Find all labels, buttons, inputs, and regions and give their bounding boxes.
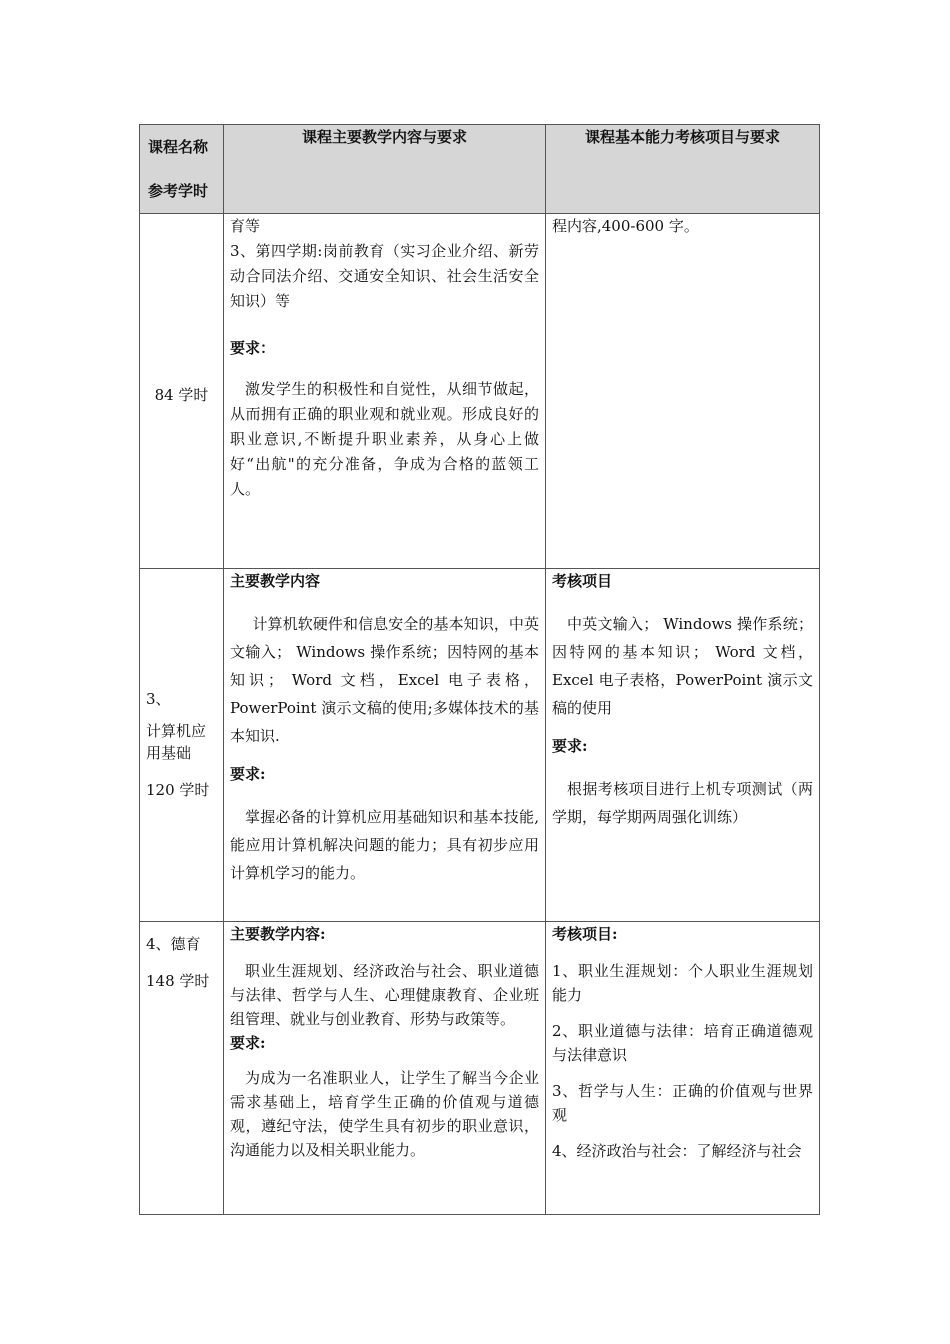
assessment-item: 3、哲学与人生：正确的价值观与世界观 — [552, 1082, 813, 1124]
requirement-label: 要求: — [230, 765, 266, 783]
course-hours: 120 学时 — [146, 781, 210, 799]
course-number: 3、 — [146, 690, 171, 708]
table-row — [140, 214, 820, 569]
header-teaching-content: 课程主要教学内容与要求 — [224, 125, 546, 214]
course-hours: 84 学时 — [154, 385, 209, 404]
requirement-label: 要求: — [230, 1034, 266, 1052]
content-label: 主要教学内容 — [230, 572, 321, 590]
table-row — [140, 922, 820, 1215]
content-cell — [224, 214, 546, 569]
assessment-requirement-text: 根据考核项目进行上机专项测试（两学期，每学期两周强化训练） — [552, 780, 813, 826]
content-label: 主要教学内容: — [230, 925, 326, 943]
assessment-text: 程内容,400-600 字。 — [552, 217, 699, 235]
assessment-text: 中英文输入； Windows 操作系统；因特网的基本知识； Word 文档，Excel 电子表格，PowerPoint 演示文稿的使用 — [552, 615, 813, 717]
course-name: 计算机应用基础 — [146, 722, 207, 762]
course-cell — [140, 922, 224, 1215]
header-course-name: 课程名称 — [148, 138, 209, 156]
content-cell — [224, 922, 546, 1215]
header-row — [140, 125, 820, 214]
assessment-label: 考核项目 — [552, 572, 613, 590]
course-hours: 148 学时 — [146, 972, 210, 990]
content-cell — [224, 569, 546, 922]
header-assessment: 课程基本能力考核项目与要求 — [546, 125, 820, 214]
content-text: 计算机软硬件和信息安全的基本知识，中英文输入； Windows 操作系统；因特网的基本知识； Word 文档，Excel 电子表格，PowerPoint 演示文稿的使用;多媒体技术的基本知识. — [230, 615, 539, 745]
assessment-requirement-label: 要求: — [552, 737, 588, 755]
assessment-item: 2、职业道德与法律：培育正确道德观与法律意识 — [552, 1022, 813, 1064]
header-course-name-hours — [140, 125, 224, 214]
requirement-text: 激发学生的积极性和自觉性，从细节做起，从而拥有正确的职业观和就业观。形成良好的职业意识,不断提升职业素养，从身心上做好“出航"的充分准备，争成为合格的蓝领工人。 — [230, 380, 539, 498]
table-row — [140, 569, 820, 922]
content-text: 3、第四学期:岗前教育（实习企业介绍、新劳动合同法介绍、交通安全知识、社会生活安全知识）等 — [230, 242, 539, 310]
assessment-cell — [546, 922, 820, 1215]
assessment-label: 考核项目: — [552, 925, 618, 943]
assessment-cell — [546, 214, 820, 569]
content-text: 职业生涯规划、经济政治与社会、职业道德与法律、哲学与人生、心理健康教育、企业班组管理、就业与创业教育、形势与政策等。 — [230, 962, 539, 1028]
course-table — [139, 124, 820, 1215]
requirement-text: 掌握必备的计算机应用基础知识和基本技能,能应用计算机解决问题的能力；具有初步应用计算机学习的能力。 — [230, 808, 539, 882]
course-cell — [140, 214, 224, 569]
assessment-item: 1、职业生涯规划：个人职业生涯规划能力 — [552, 962, 813, 1004]
header-reference-hours: 参考学时 — [148, 182, 209, 200]
content-text: 育等 — [230, 217, 261, 235]
assessment-cell — [546, 569, 820, 922]
course-cell — [140, 569, 224, 922]
requirement-label: 要求： — [230, 339, 276, 357]
requirement-text: 为成为一名准职业人，让学生了解当今企业需求基础上，培育学生正确的价值观与道德观，遵纪守法，使学生具有初步的职业意识，沟通能力以及相关职业能力。 — [230, 1069, 539, 1159]
assessment-item: 4、经济政治与社会：了解经济与社会 — [552, 1142, 802, 1160]
course-name: 4、德育 — [146, 935, 201, 953]
